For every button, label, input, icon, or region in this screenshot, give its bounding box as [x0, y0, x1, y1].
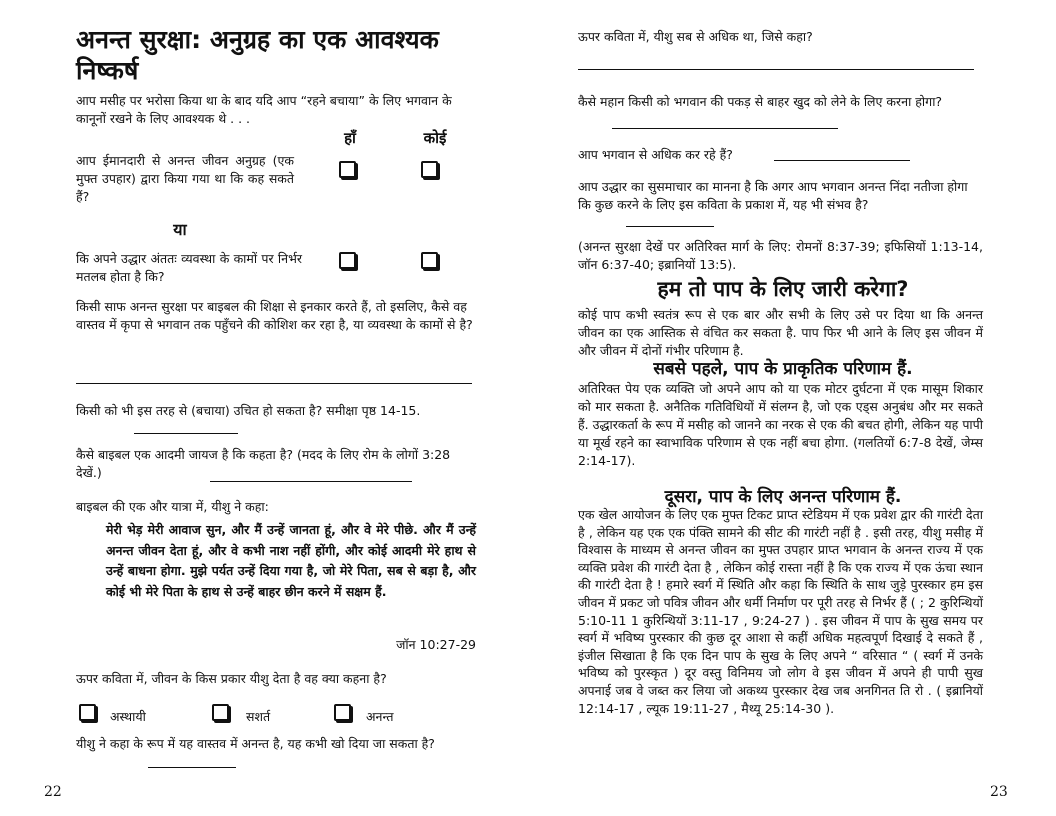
page-number: 22 [44, 784, 62, 800]
checkbox-temporary[interactable] [79, 704, 96, 721]
question-intro-quote: बाइबल की एक और यात्रा में, यीशु ने कहा: [76, 499, 269, 514]
question-denial: किसी साफ अनन्त सुरक्षा पर बाइबल की शिक्षा से इनकार करते हैं, तो इसलिए, कैसे वह वास्तव में कृपा से भगवान तक पहुँचने की कोशिश कर रहा है, या व्यवस्था के कामों से है? [76, 299, 473, 332]
checkbox-conditional[interactable] [212, 704, 229, 721]
question-justified: किसी को भी इस तरह से (बचाया) उचित हो सकता है? समीक्षा पृष्ठ 14-15. [76, 403, 421, 418]
question-kind-of-life: ऊपर कविता में, जीवन के किस प्रकार यीशु देता है वह क्या कहना है? [76, 671, 387, 686]
right-page [528, 0, 1056, 816]
question-lost: यीशु ने कहा के रूप में यह वास्तव में अनन्त है, यह कभी खो दिया जा सकता है? [76, 736, 435, 751]
paragraph-eternal: एक खेल आयोजन के लिए एक मुफ्त टिकट प्राप्त स्टेडियम में एक प्रवेश द्वार की गारंटी देता है , लेकिन यह एक एक पंक्ति सामने की सीट की गारंटी नहीं है . इसी तरह, यीशु मसीह में विश्वास के माध्यम से अनन्त जीवन का मुफ्त उपहार प्राप्त भगवान के अनन्त राज्य में एक व्यक्ति प्रवेश की गारंटी देता है , लेकिन कोई रास्ता नहीं है कि एक राज्य में एक ऊंचा स्थान की गारंटी देता है ! हमारे स्वर्ग में स्थिति और कहा कि स्थिति के साथ जुड़े पुरस्कार हम इस जीवन में प्रकट जो पवित्र जीवन और धर्मी निर्माण पर पूरी तरह से निर्भर हैं ( ; 2 कुरिन्थियों 5:10-11 1 कुरिन्थियों 3:11-17 , 9:24-27 ) . इस जीवन में पाप के सुख समय पर स्वर्ग में भविष्य पुरस्कार की कुछ दूर आशा से कहीं अधिक महत्वपूर्ण दिखाई दे सकते हैं , इंजील सिखाता है कि एक दिन पाप के सुख के लिए अपने “ वरिसात “ ( स्वर्ग में उनके भविष्य को पुरस्कृत ) दूर वस्तु विनिमय जो लोग वे इस जीवन में अपने ही पापी सुख अपनाई जब वे जब्त कर लिया जो अकथ्य पुरस्कार देख जब अनगिनत ति रो . ( इब्रानियों 12:14-17 , ल्यूक 19:11-27 , मैथ्यू 25:14-30 ). [578, 507, 983, 716]
checkbox-works-no[interactable] [421, 252, 438, 269]
answer-line[interactable] [578, 69, 974, 70]
answer-line[interactable] [774, 160, 910, 161]
checkbox-grace-yes[interactable] [339, 161, 356, 178]
paragraph-sin: कोई पाप कभी स्वतंत्र रूप से एक बार और सभी के लिए उसे पर दिया था कि अनन्त जीवन का एक आस्तिक से वंचित कर सकता है. पाप फिर भी आने के लिए इस जीवन में और जीवन में दोनों गंभीर परिणाम है. [578, 307, 983, 358]
paragraph-natural: अतिरिक्त पेय एक व्यक्ति जो अपने आप को या एक मोटर दुर्घटना में एक मासूम शिकार को मार सकता है. अनैतिक गतिविधियों में संलग्न है, जो एक एड्स अनुबंध और मर सकते हैं. उद्धारकर्ता के रूप में मसीह को जानने का नरक से एक की बचत होगी, लेकिन यह पापी या मूर्ख रहने का स्वाभाविक परिणाम से एक नहीं बचा होगा. (गलतियों 6:7-8 देखें, जेम्स 2:14-17). [578, 381, 983, 468]
checkbox-works-yes[interactable] [339, 252, 356, 269]
answer-line[interactable] [148, 767, 236, 768]
question-bible: कैसे बाइबल एक आदमी जायज है कि कहता है? (मदद के लिए रोम के लोगों 3:28 देखें.) [76, 447, 451, 480]
answer-line[interactable] [626, 226, 714, 227]
additional-passages: (अनन्त सुरक्षा देखें पर अतिरिक्त मार्ग के लिए: रोमनों 8:37-39; इफिसियों 1:13-14, जॉन 6:37-40; इब्रानियों 13:5). [578, 239, 983, 272]
question-more-than-god: आप भगवान से अधिक कर रहे हैं? [578, 147, 733, 162]
subheading-eternal: दूसरा, पाप के लिए अनन्त परिणाम हैं. [664, 487, 902, 507]
page-number: 23 [990, 784, 1008, 800]
question-condemnation: आप उद्धार का सुसमाचार का मानना है कि अगर आप भगवान अनन्त निंदा नतीजा होगा कि कुछ करने के लिए इस कविता के प्रकाश में, यह भी संभव है? [578, 179, 968, 212]
option-temporary: अस्थायी [110, 709, 146, 724]
question-greater: ऊपर कविता में, यीशु सब से अधिक था, जिसे कहा? [578, 29, 813, 44]
subheading-natural: सबसे पहले, पाप के प्राकृतिक परिणाम हैं. [653, 359, 913, 379]
intro-text: आप मसीह पर भरोसा किया था के बाद यदि आप “रहने बचाया” के लिए भगवान के कानूनों रखने के लिए आवश्यक थे . . . [76, 93, 452, 126]
section-heading: हम तो पाप के लिए जारी करेगा? [657, 277, 909, 301]
scripture-reference: जॉन 10:27-29 [396, 637, 476, 652]
checkbox-eternal[interactable] [334, 704, 351, 721]
column-header-yes: हाँ [344, 129, 356, 147]
question-grace: आप ईमानदारी से अनन्त जीवन अनुग्रह (एक मुफ्त उपहार) द्वारा किया गया था कि कह सकते हैं? [76, 153, 294, 204]
option-conditional: सशर्त [246, 709, 271, 724]
answer-line[interactable] [76, 383, 472, 384]
answer-line[interactable] [612, 128, 838, 129]
column-header-no: कोई [423, 129, 447, 147]
checkbox-grace-no[interactable] [421, 161, 438, 178]
scripture-quote: मेरी भेड़ मेरी आवाज सुन, और मैं उन्हें जानता हूं, और वे मेरे पीछे. और मैं उन्हें अनन्त जीवन देता हूं, और वे कभी नाश नहीं होंगी, और कोई आदमी मेरे हाथ से उन्हें बाधना होगा. मुझे पर्यत उन्हें दिया गया है, जो मेरे पिता, सब से बड़ा है, और कोई भी मेरे पिता के हाथ से उन्हें बाहर छीन करने में सक्षम हैं. [106, 522, 476, 599]
answer-line[interactable] [134, 433, 238, 434]
question-works: कि अपने उद्धार अंततः व्यवस्था के कामों पर निर्भर मतलब होता है कि? [76, 251, 302, 284]
question-out-of-grip: कैसे महान किसी को भगवान की पकड़ से बाहर खुद को लेने के लिए करना होगा? [578, 94, 943, 109]
page-title: अनन्त सुरक्षा: अनुग्रह का एक आवश्यक निष्कर्ष [76, 25, 439, 85]
or-label: या [173, 220, 187, 239]
answer-line[interactable] [210, 481, 412, 482]
option-eternal: अनन्त [366, 709, 394, 724]
